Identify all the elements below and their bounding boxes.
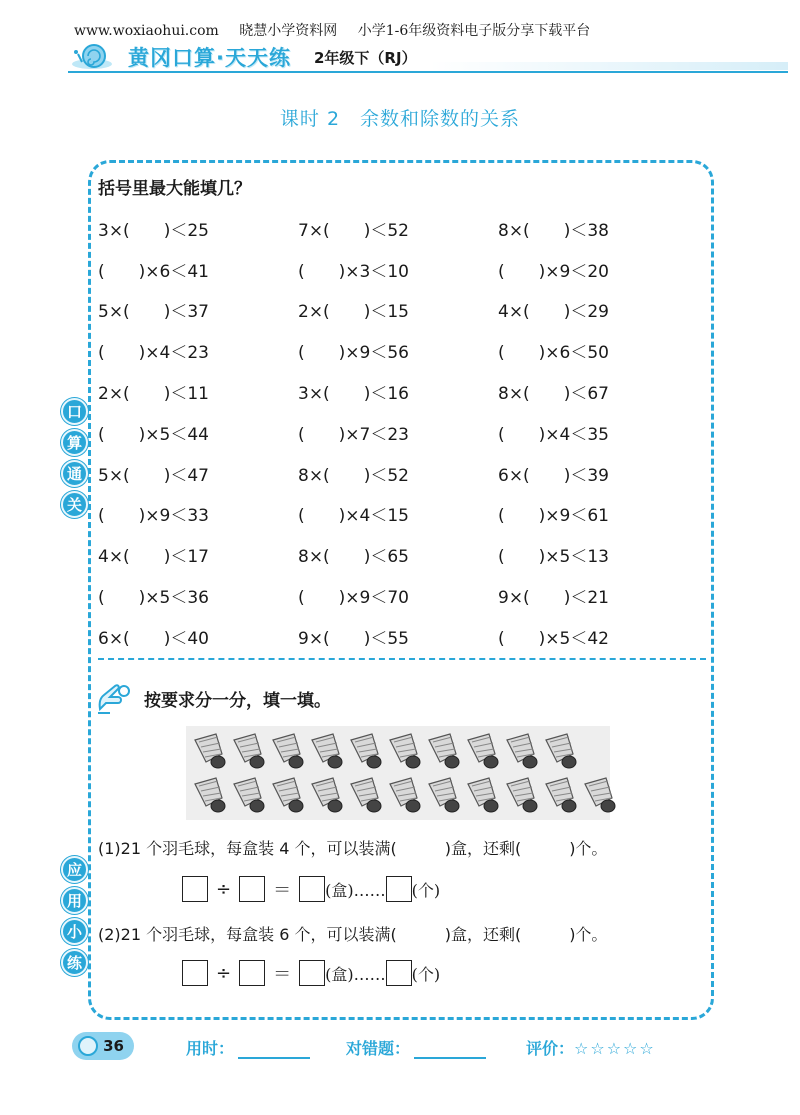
equation-2 xyxy=(182,960,440,986)
time-field xyxy=(186,1036,310,1059)
grade-label: 2年级下（RJ） xyxy=(314,49,417,67)
unit-box-label: (盒)…… xyxy=(325,880,386,900)
section2-title: 按要求分一分，填一填。 xyxy=(144,691,331,711)
shuttlecock-icon xyxy=(192,776,229,816)
equal-sign: ＝ xyxy=(273,880,292,901)
exercise-item: ( )×6＜50 xyxy=(498,343,609,364)
rating-stars[interactable]: ☆☆☆☆☆ xyxy=(574,1039,656,1058)
side-tag-char: 应 xyxy=(61,856,88,883)
page-number-badge xyxy=(72,1032,134,1060)
section-divider xyxy=(98,658,706,660)
exercise-item: ( )×9＜61 xyxy=(498,506,609,527)
exercise-item: 3×( )＜16 xyxy=(298,384,409,405)
shuttlecock-icon xyxy=(387,732,424,772)
shuttlecock-icon xyxy=(543,732,580,772)
exercise-row xyxy=(98,453,698,494)
exercise-row xyxy=(98,330,698,371)
answer-box[interactable] xyxy=(299,960,325,986)
shuttlecock-icon xyxy=(465,776,502,816)
divide-sign: ÷ xyxy=(216,878,232,900)
question-1: (1)21 个羽毛球，每盒装 4 个，可以装满( )盒，还剩( )个。 xyxy=(98,839,608,858)
exercise-item: 8×( )＜67 xyxy=(498,384,609,405)
shuttlecock-icon xyxy=(426,776,463,816)
errors-label: 对错题： xyxy=(346,1039,411,1058)
exercise-item: ( )×3＜10 xyxy=(298,261,409,282)
shuttlecock-icon xyxy=(309,776,346,816)
time-label: 用时： xyxy=(186,1039,235,1058)
page-number: 36 xyxy=(103,1037,124,1055)
shuttlecock-row xyxy=(192,732,580,772)
shuttlecock-row xyxy=(192,776,619,816)
banner-rule xyxy=(68,71,788,73)
exercise-item: 9×( )＜55 xyxy=(298,628,409,649)
snail-shell-icon xyxy=(78,1036,98,1056)
side-tag-application xyxy=(61,856,88,978)
exercise-item: 8×( )＜65 xyxy=(298,547,409,568)
exercise-item: ( )×5＜44 xyxy=(98,424,209,445)
series-logo-text: 黄冈口算·天天练 xyxy=(128,46,291,70)
exercise-item: ( )×4＜35 xyxy=(498,424,609,445)
shuttlecock-icon xyxy=(348,732,385,772)
answer-box[interactable] xyxy=(299,876,325,902)
shuttlecock-icon xyxy=(348,776,385,816)
exercise-item: 3×( )＜25 xyxy=(98,220,209,241)
snail-logo-icon xyxy=(70,42,114,70)
exercise-row xyxy=(98,208,698,249)
exercise-item: 8×( )＜38 xyxy=(498,220,609,241)
side-tag-char: 练 xyxy=(61,949,88,976)
banner-shade xyxy=(430,62,788,70)
exercise-item: ( )×5＜42 xyxy=(498,628,609,649)
shuttlecock-icon xyxy=(426,732,463,772)
shuttlecock-icon xyxy=(192,732,229,772)
shuttlecock-icon xyxy=(543,776,580,816)
exercise-item: ( )×9＜20 xyxy=(498,261,609,282)
exercise-item: 9×( )＜21 xyxy=(498,588,609,609)
page-footer xyxy=(72,1028,772,1068)
exercise-item: ( )×5＜13 xyxy=(498,547,609,568)
answer-box[interactable] xyxy=(239,876,265,902)
exercise-row xyxy=(98,290,698,331)
shuttlecock-icon xyxy=(387,776,424,816)
shuttlecock-icon xyxy=(309,732,346,772)
exercise-row xyxy=(98,575,698,616)
unit-each-label: (个) xyxy=(411,880,441,900)
errors-field xyxy=(346,1036,486,1059)
answer-box[interactable] xyxy=(182,876,208,902)
equal-sign: ＝ xyxy=(273,964,292,985)
exercise-item: 7×( )＜52 xyxy=(298,220,409,241)
errors-blank[interactable] xyxy=(414,1041,486,1059)
exercise-row xyxy=(98,412,698,453)
side-tag-char: 关 xyxy=(61,491,88,518)
shuttlecock-icon xyxy=(270,732,307,772)
exercise-item: 4×( )＜29 xyxy=(498,302,609,323)
shuttlecock-icon xyxy=(465,732,502,772)
shuttlecock-icon xyxy=(231,776,268,816)
side-tag-char: 用 xyxy=(61,887,88,914)
exercise-row xyxy=(98,616,698,657)
exercise-item: 6×( )＜40 xyxy=(98,628,209,649)
question-2: (2)21 个羽毛球，每盒装 6 个，可以装满( )盒，还剩( )个。 xyxy=(98,925,608,944)
unit-each-label: (个) xyxy=(411,964,441,984)
exercise-item: ( )×4＜15 xyxy=(298,506,409,527)
exercise-item: ( )×9＜70 xyxy=(298,588,409,609)
exercise-row xyxy=(98,494,698,535)
divide-sign: ÷ xyxy=(216,962,232,984)
exercise-row xyxy=(98,371,698,412)
exercise-item: 8×( )＜52 xyxy=(298,465,409,486)
exercise-item: ( )×9＜33 xyxy=(98,506,209,527)
exercise-item: 2×( )＜15 xyxy=(298,302,409,323)
shuttlecock-picture xyxy=(186,726,610,820)
site-name: 晓慧小学资料网 xyxy=(239,23,338,39)
exercise-item: ( )×4＜23 xyxy=(98,343,209,364)
exercise-item: ( )×5＜36 xyxy=(98,588,209,609)
exercise-row xyxy=(98,249,698,290)
exercise-item: ( )×9＜56 xyxy=(298,343,409,364)
side-tag-char: 口 xyxy=(61,398,88,425)
exercise-item: ( )×7＜23 xyxy=(298,424,409,445)
exercise-item: 5×( )＜37 xyxy=(98,302,209,323)
section1-title: 括号里最大能填几？ xyxy=(98,179,251,199)
side-tag-char: 通 xyxy=(61,460,88,487)
website-url: www.woxiaohui.com xyxy=(74,23,219,39)
shuttlecock-icon xyxy=(231,732,268,772)
site-slogan: 小学1-6年级资料电子版分享下载平台 xyxy=(357,23,591,39)
rating-field xyxy=(526,1036,656,1059)
site-header-line xyxy=(74,20,606,40)
exercise-item: 5×( )＜47 xyxy=(98,465,209,486)
equation-1 xyxy=(182,876,440,902)
exercise-item: 6×( )＜39 xyxy=(498,465,609,486)
exercise-row xyxy=(98,534,698,575)
shuttlecock-icon xyxy=(504,776,541,816)
pointing-hand-icon xyxy=(96,683,136,717)
answer-box[interactable] xyxy=(386,960,412,986)
exercise-item: 4×( )＜17 xyxy=(98,547,209,568)
shuttlecock-icon xyxy=(504,732,541,772)
exercise-grid xyxy=(98,208,698,657)
exercise-item: ( )×6＜41 xyxy=(98,261,209,282)
answer-box[interactable] xyxy=(239,960,265,986)
rating-label: 评价： xyxy=(526,1039,575,1058)
lesson-title: 课时 2 余数和除数的关系 xyxy=(279,108,521,130)
exercise-item: 2×( )＜11 xyxy=(98,384,209,405)
answer-box[interactable] xyxy=(386,876,412,902)
shuttlecock-icon xyxy=(582,776,619,816)
answer-box[interactable] xyxy=(182,960,208,986)
time-blank[interactable] xyxy=(238,1041,310,1059)
unit-box-label: (盒)…… xyxy=(325,964,386,984)
side-tag-char: 小 xyxy=(61,918,88,945)
side-tag-oral-calc xyxy=(61,398,88,520)
shuttlecock-icon xyxy=(270,776,307,816)
side-tag-char: 算 xyxy=(61,429,88,456)
